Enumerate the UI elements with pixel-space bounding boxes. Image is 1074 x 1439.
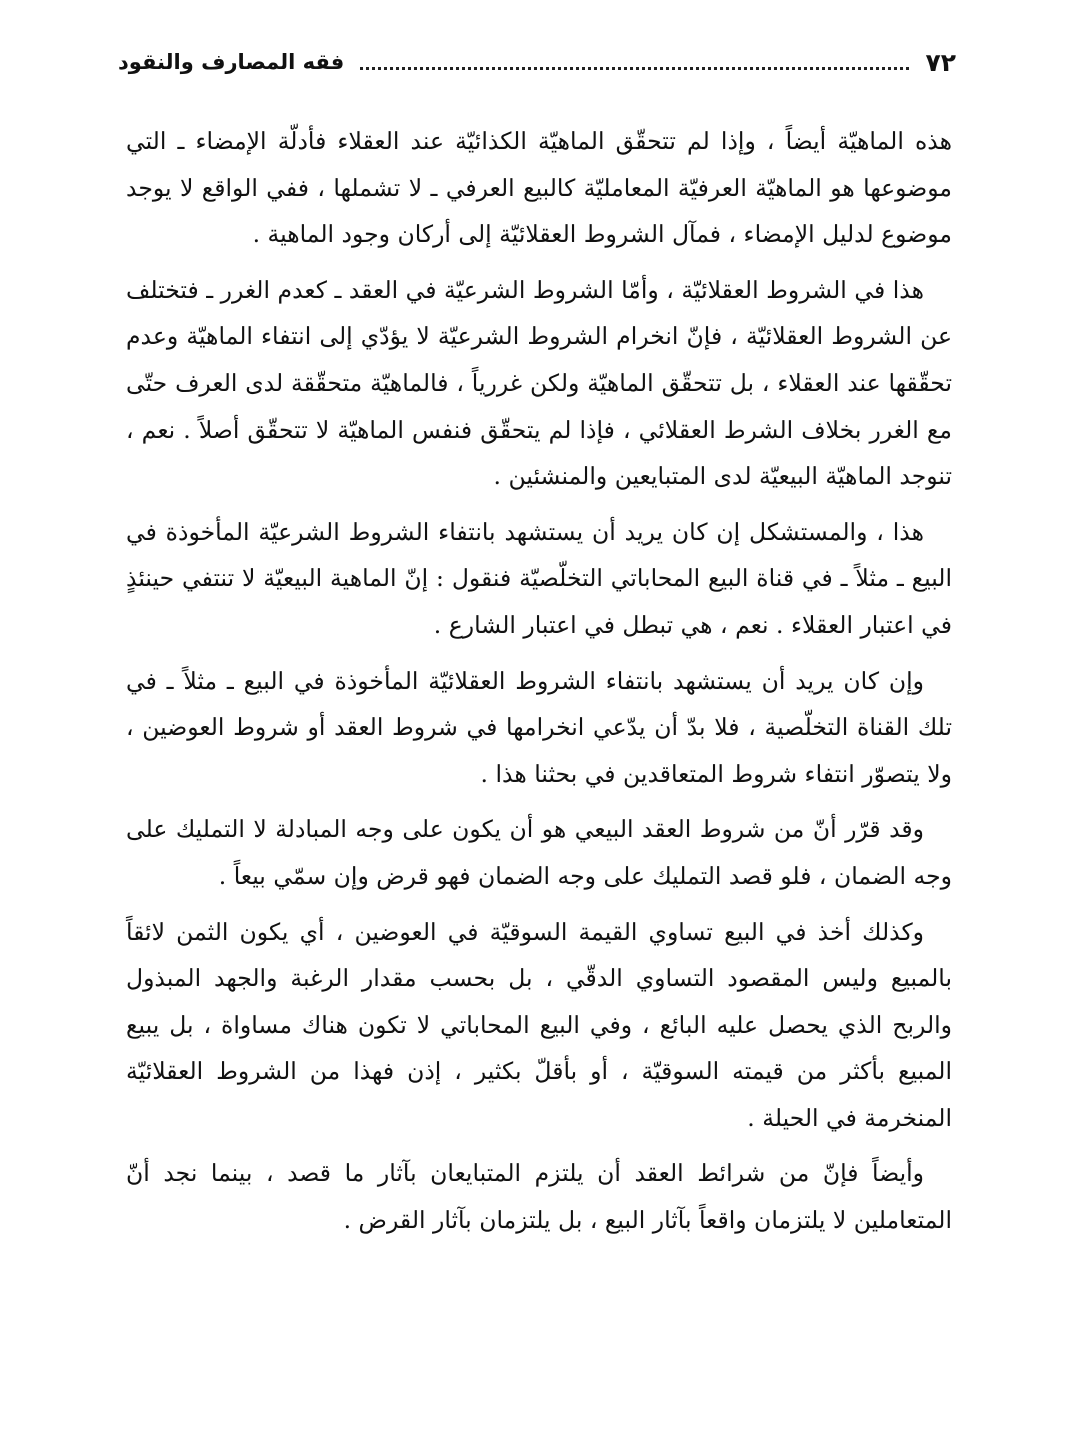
paragraph: وقد قرّر أنّ من شروط العقد البيعي هو أن يكون على وجه المبادلة لا التمليك على وجه الضمان ، فلو قصد التمليك على وجه الضمان فهو قرض وإن سمّي بيعاً . (126, 815, 952, 890)
body-text (126, 118, 952, 1253)
header-dotted-leader (360, 67, 909, 70)
paragraph: وإن كان يريد أن يستشهد بانتفاء الشروط العقلائيّة المأخوذة في البيع ـ مثلاً ـ في تلك القناة التخلّصية ، فلا بدّ أن يدّعي انخرامها في شروط العقد أو شروط العوضين ، ولا يتصوّر انتفاء شروط المتعاقدين في بحثنا هذا . (126, 666, 952, 788)
paragraph: وكذلك أخذ في البيع تساوي القيمة السوقيّة في العوضين ، أي يكون الثمن لائقاً بالمبيع وليس المقصود التساوي الدقّي ، بل بحسب مقدار الرغبة والجهد المبذول والربح الذي يحصل عليه البائع ، وفي البيع المحاباتي لا تكون هناك مساواة ، بل يبيع المبيع بأكثر من قيمته السوقيّة ، أو بأقلّ بكثير ، إذن فهذا من الشروط العقلائيّة المنخرمة في الحيلة . (126, 917, 952, 1132)
paragraph: هذا ، والمستشكل إن كان يريد أن يستشهد بانتفاء الشروط الشرعيّة المأخوذة في البيع ـ مثلاً ـ في قناة البيع المحاباتي التخلّصيّة فنقول : إنّ الماهية البيعيّة لا تنتفي حينئذٍ في اعتبار العقلاء . نعم ، هي تبطل في اعتبار الشارع . (126, 517, 952, 639)
paragraph: هذه الماهيّة أيضاً ، وإذا لم تتحقّق الماهيّة الكذائيّة عند العقلاء فأدلّة الإمضاء ـ التي موضوعها هو الماهيّة العرفيّة المعامليّة كالبيع العرفي ـ لا تشملها ، ففي الواقع لا يوجد موضوع لدليل الإمضاء ، فمآل الشروط العقلائيّة إلى أركان وجود الماهية . (126, 127, 952, 249)
paragraph: هذا في الشروط العقلائيّة ، وأمّا الشروط الشرعيّة في العقد ـ كعدم الغرر ـ فتختلف عن الشروط العقلائيّة ، فإنّ انخرام الشروط الشرعيّة لا يؤدّي إلى انتفاء الماهيّة وعدم تحقّقها عند العقلاء ، بل تتحقّق الماهيّة ولكن غررياً ، فالماهيّة متحقّقة لدى العرف حتّى مع الغرر بخلاف الشرط العقلائي ، فإذا لم يتحقّق فنفس الماهيّة لا تتحقّق أصلاً . نعم ، تنوجد الماهيّة البيعيّة لدى المتبايعين والمنشئين . (126, 275, 952, 491)
paragraph: وأيضاً فإنّ من شرائط العقد أن يلتزم المتبايعان بآثار ما قصد ، بينما نجد أنّ المتعاملين لا يلتزمان واقعاً بآثار البيع ، بل يلتزمان بآثار القرض . (126, 1159, 952, 1235)
running-title: فقه المصارف والنقود (118, 50, 345, 74)
page-header (118, 40, 956, 84)
page-number: ٧٢ (925, 47, 956, 77)
